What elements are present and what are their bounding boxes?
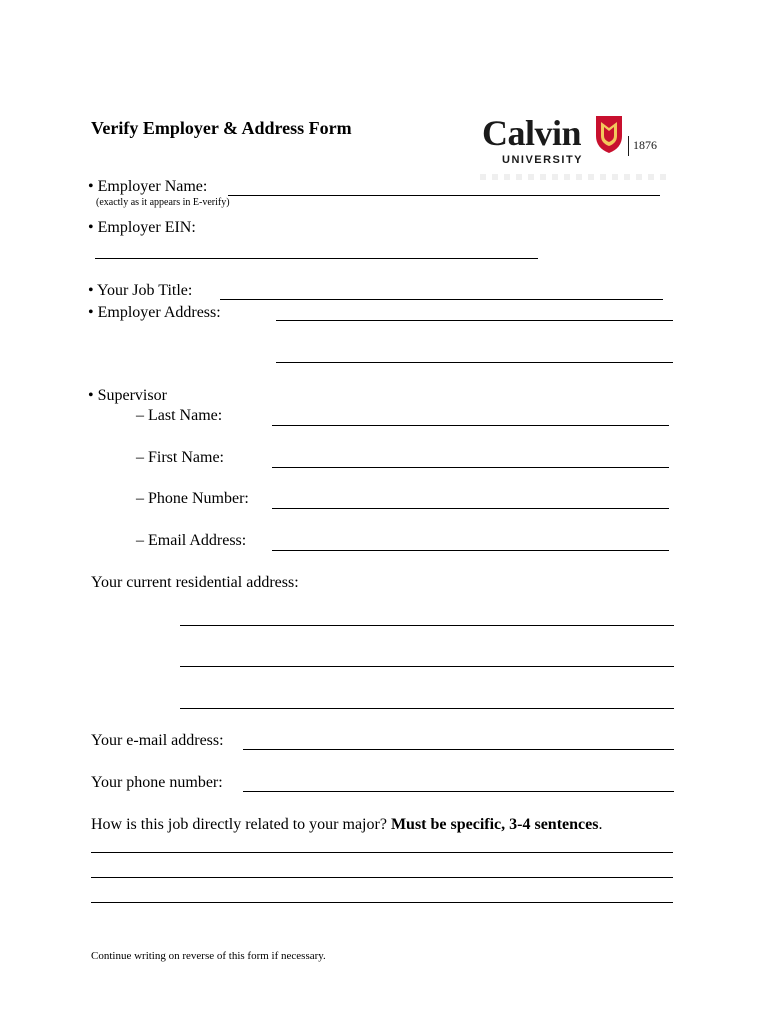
major-relation-underline-3 — [91, 902, 673, 903]
employer-address-label: • Employer Address: — [88, 304, 221, 321]
email-underline — [243, 749, 674, 750]
supervisor-phone-underline — [272, 508, 669, 509]
major-relation-field-3[interactable] — [93, 884, 671, 902]
logo-divider — [628, 136, 629, 156]
major-relation-underline-1 — [91, 852, 673, 853]
supervisor-first-name-field[interactable] — [274, 449, 667, 467]
email-label: Your e-mail address: — [91, 732, 224, 749]
residential-address-underline-2 — [180, 666, 674, 667]
major-relation-emphasis: Must be specific, 3-4 sentences — [390, 816, 599, 833]
phone-field[interactable] — [245, 773, 672, 791]
employer-name-field[interactable] — [230, 177, 658, 195]
logo-subtitle: UNIVERSITY — [502, 154, 584, 166]
job-title-underline — [220, 299, 663, 300]
employer-ein-underline — [95, 258, 538, 259]
supervisor-label: • Supervisor — [88, 387, 167, 404]
supervisor-email-field[interactable] — [274, 532, 667, 550]
phone-underline — [243, 791, 674, 792]
supervisor-email-label: – Email Address: — [136, 532, 247, 549]
employer-address-field-2[interactable] — [278, 344, 671, 362]
supervisor-first-name-underline — [272, 467, 669, 468]
supervisor-phone-field[interactable] — [274, 490, 667, 508]
supervisor-phone-label: – Phone Number: — [136, 490, 249, 507]
residential-address-field-2[interactable] — [182, 648, 672, 666]
supervisor-last-name-field[interactable] — [274, 407, 667, 425]
major-relation-field-2[interactable] — [93, 859, 671, 877]
employer-ein-label: • Employer EIN: — [88, 219, 196, 236]
major-relation-question — [91, 816, 602, 834]
calvin-university-logo — [480, 100, 670, 180]
employer-name-label: • Employer Name: — [88, 178, 208, 195]
phone-label: Your phone number: — [91, 774, 223, 791]
supervisor-last-name-underline — [272, 425, 669, 426]
supervisor-first-name-label: – First Name: — [136, 449, 224, 466]
major-relation-period: . — [598, 816, 603, 833]
employer-address-field-1[interactable] — [278, 302, 671, 320]
form-title: Verify Employer & Address Form — [91, 118, 352, 138]
shield-icon — [594, 114, 624, 154]
employer-ein-field[interactable] — [97, 240, 536, 258]
residential-address-underline-3 — [180, 708, 674, 709]
major-relation-question-text: How is this job directly related to your major? — [91, 816, 387, 833]
footer-note: Continue writing on reverse of this form if necessary. — [91, 950, 326, 962]
job-title-label: • Your Job Title: — [88, 282, 193, 299]
email-field[interactable] — [245, 731, 672, 749]
residential-address-field-3[interactable] — [182, 690, 672, 708]
residential-address-field-1[interactable] — [182, 607, 672, 625]
employer-name-note: (exactly as it appears in E-verify) — [96, 197, 230, 208]
employer-name-underline — [228, 195, 660, 196]
employer-address-underline-1 — [276, 320, 673, 321]
supervisor-last-name-label: – Last Name: — [136, 407, 223, 424]
job-title-field[interactable] — [222, 281, 661, 299]
employer-address-underline-2 — [276, 362, 673, 363]
residential-address-underline-1 — [180, 625, 674, 626]
major-relation-field-1[interactable] — [93, 834, 671, 852]
residential-address-label: Your current residential address: — [91, 574, 299, 591]
logo-year: 1876 — [633, 138, 657, 152]
major-relation-underline-2 — [91, 877, 673, 878]
logo-wordmark: Calvin — [482, 113, 582, 153]
supervisor-email-underline — [272, 550, 669, 551]
